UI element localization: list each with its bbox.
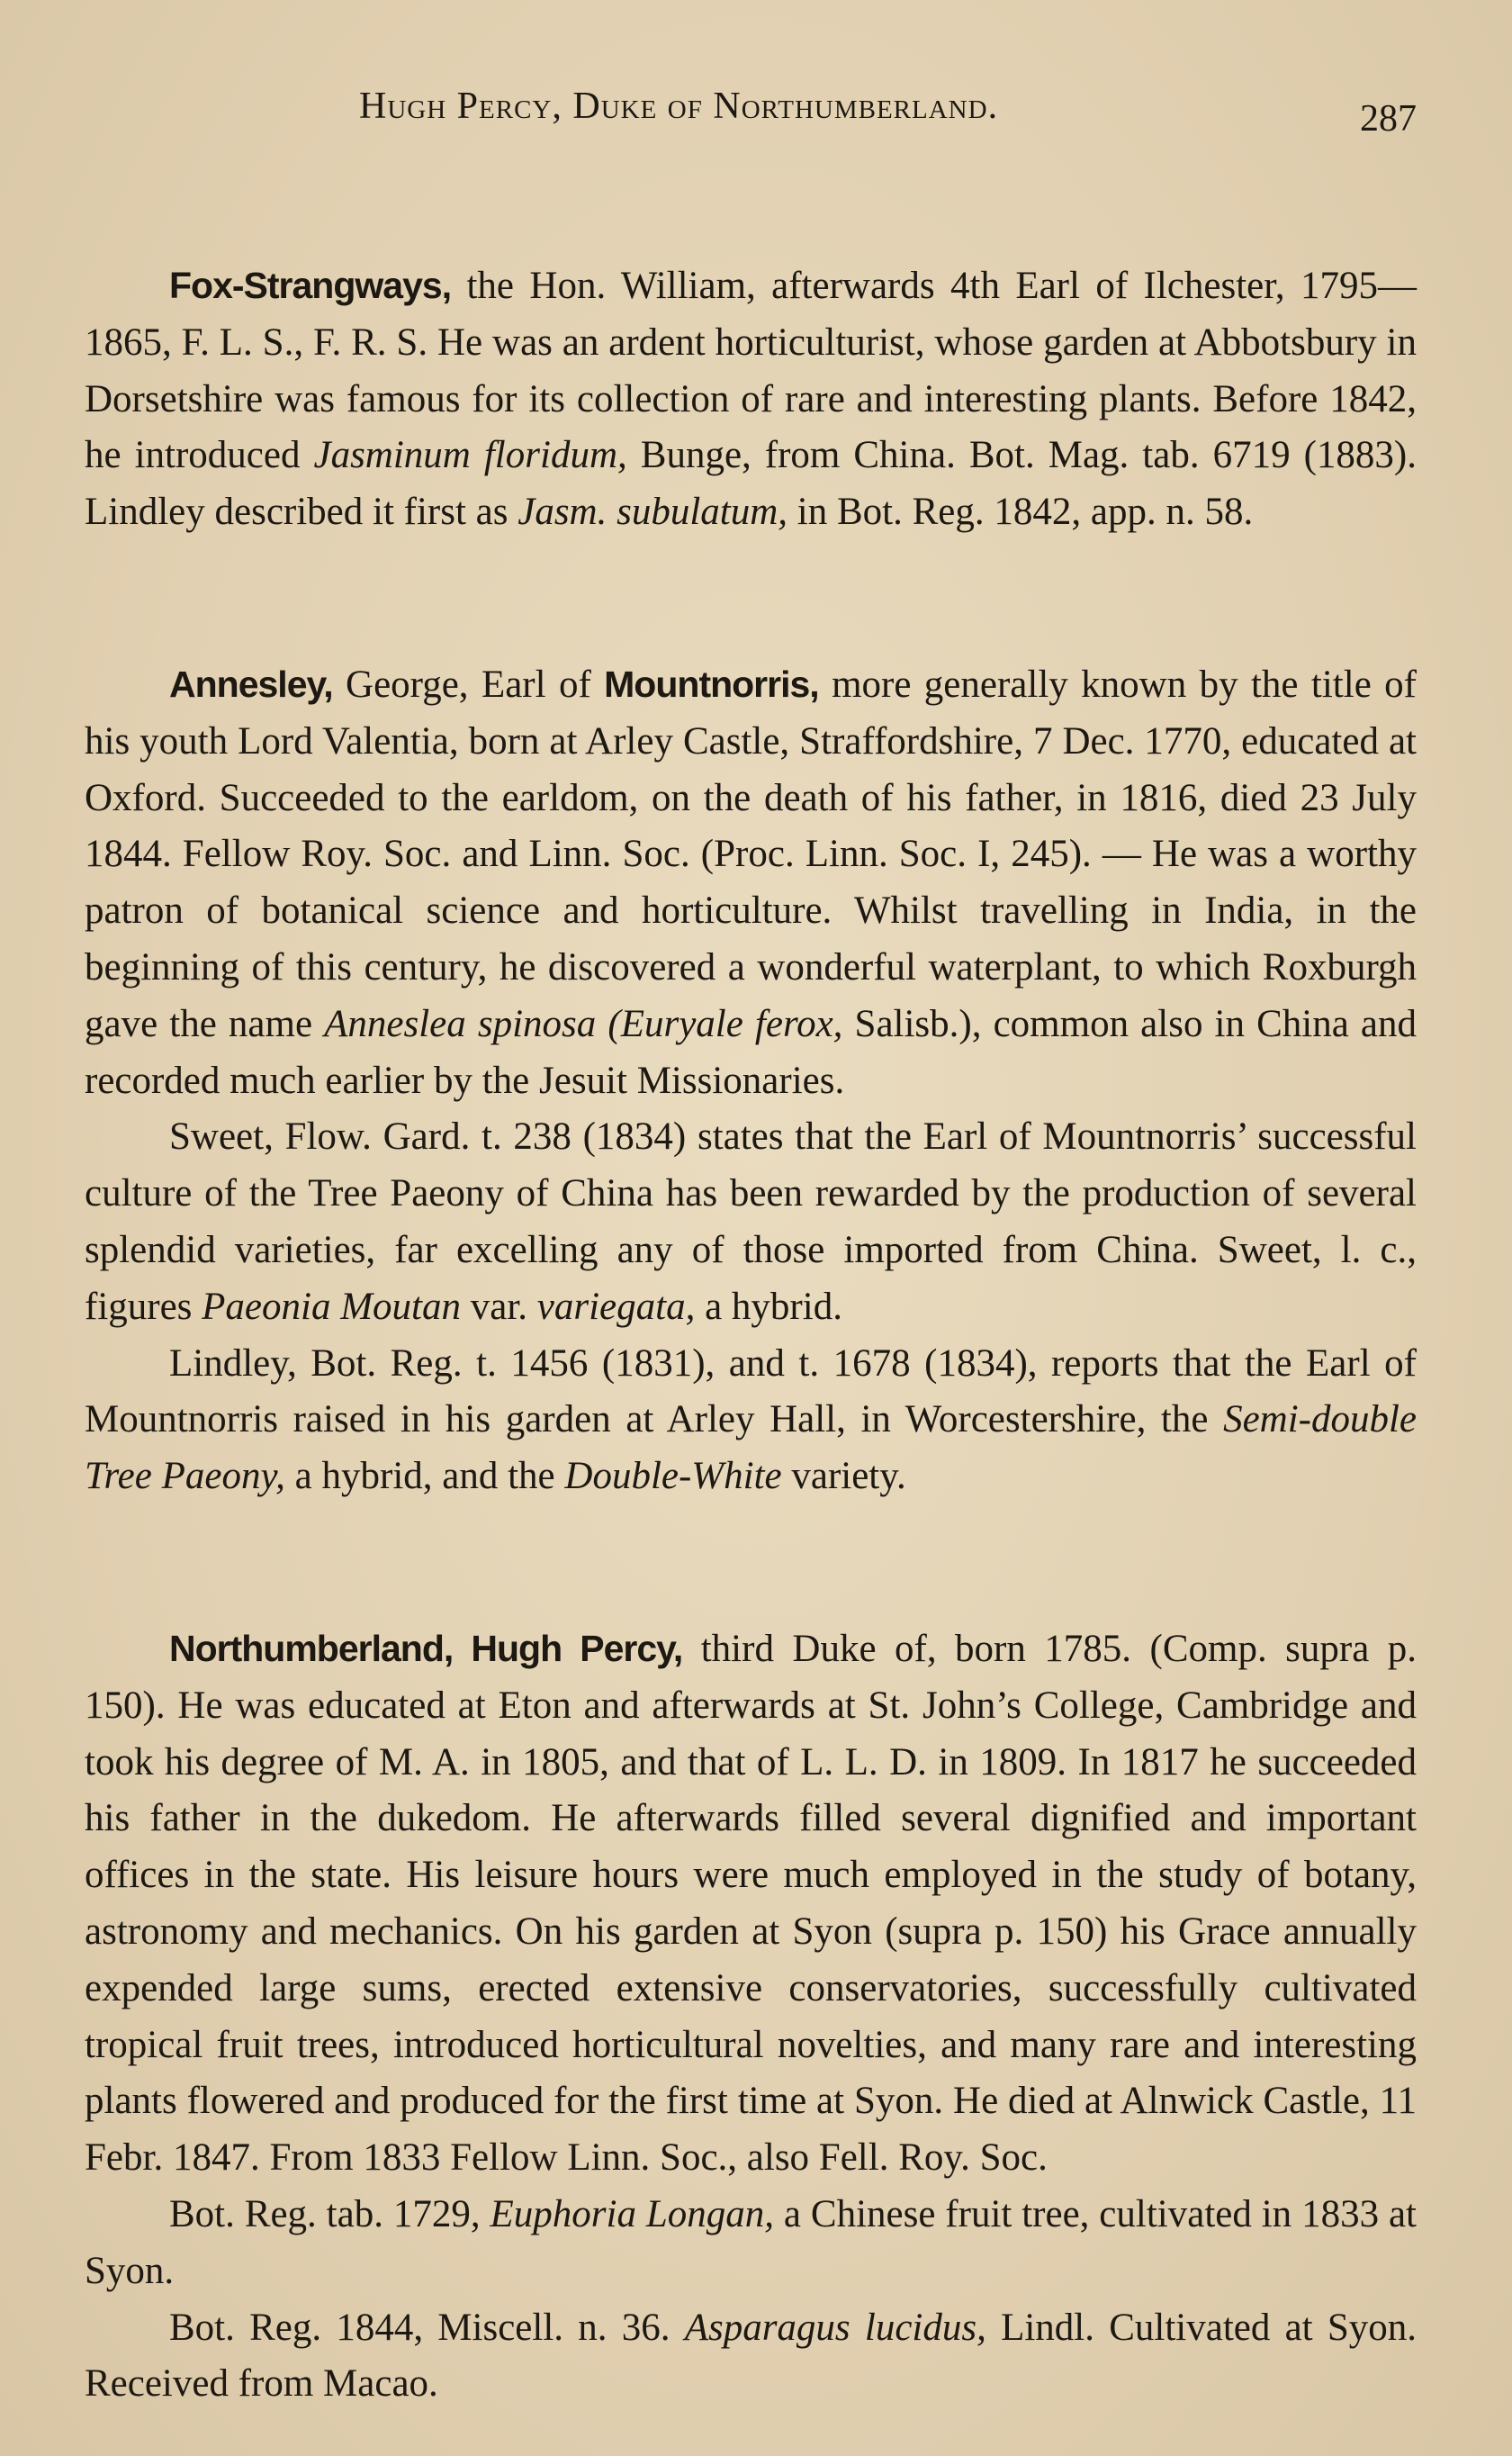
taxon-name: Double-White: [564, 1455, 782, 1498]
entry-northumberland: [85, 1621, 1417, 2413]
entry-paragraph: Bot. Reg. 1844, Miscell. n. 36. Asparagus lucidus, Lindl. Cultivated at Syon. Received from Macao.: [85, 2306, 1417, 2406]
entry-paragraph: Fox-Strangways, the Hon. William, afterwards 4th Earl of Ilchester, 1795—1865, F. L. S., F. R. S. He was an ardent horticulturist, whose garden at Abbotsbury in Dorsetshire was famous for its collection of rare and interesting plants. Before 1842, he introduced Jasminum floridum, Bunge, from China. Bot. Mag. tab. 6719 (1883). Lindley described it first as Jasm. subulatum, in Bot. Reg. 1842, app. n. 58.: [85, 265, 1417, 534]
book-page: [85, 79, 1417, 2413]
taxon-name: Paeonia Moutan: [202, 1285, 461, 1328]
entry-annesley: [85, 656, 1417, 1505]
taxon-name: variegata,: [536, 1285, 696, 1328]
entry-paragraph: Sweet, Flow. Gard. t. 238 (1834) states that the Earl of Mountnorris’ successful culture of the Tree Paeony of China has been rewarded by the production of several splendid varieties, far excelling any of those imported from China. Sweet, l. c., figures Paeonia Moutan var. variegata, a hybrid.: [85, 1115, 1417, 1328]
taxon-name: Asparagus lucidus,: [684, 2306, 986, 2349]
entry-title-name: Mountnorris,: [604, 663, 819, 705]
taxon-name: Anneslea spinosa (Euryale ferox,: [324, 1002, 843, 1045]
taxon-name: Jasminum floridum,: [313, 434, 627, 477]
entry-paragraph: Northumberland, Hugh Percy, third Duke of, born 1785. (Comp. supra p. 150). He was educated at Eton and afterwards at St. John’s College, Cambridge and took his degree of M. A. in 1805, and that of L. L. D. in 1809. In 1817 he succeeded his father in the dukedom. He afterwards filled several dignified and important offices in the state. His leisure hours were much employed in the study of botany, astronomy and mechanics. On his garden at Syon (supra p. 150) his Grace annually expended large sums, erected extensive conservatories, successfully cultivated tropical fruit trees, introduced horticultural novelties, and many rare and interesting plants flowered and produced for the first time at Syon. He died at Alnwick Castle, 11 Febr. 1847. From 1833 Fellow Linn. Soc., also Fell. Roy. Soc.: [85, 1627, 1417, 2180]
entry-name: Annesley,: [169, 663, 333, 705]
page-number: 287: [1360, 98, 1417, 140]
entry-name: Fox-Strangways,: [169, 265, 452, 306]
entry-paragraph: Lindley, Bot. Reg. t. 1456 (1831), and t. 1678 (1834), reports that the Earl of Mountnorris raised in his garden at Arley Hall, in Worcestershire, the Semi-double Tree Paeony, a hybrid, and the Double-White variety.: [85, 1341, 1417, 1498]
taxon-name: Semi-double Tree Paeony,: [85, 1398, 1417, 1498]
running-head: Hugh Percy, Duke of Northumberland.: [359, 86, 999, 127]
taxon-name: Euphoria Longan,: [490, 2192, 775, 2235]
taxon-name: Jasm. subulatum,: [518, 491, 788, 534]
page-header: [85, 79, 1417, 142]
entry-paragraph: Annesley, George, Earl of Mountnorris, more generally known by the title of his youth Lord Valentia, born at Arley Castle, Straffordshire, 7 Dec. 1770, educated at Oxford. Succeeded to the earldom, on the death of his father, in 1816, died 23 July 1844. Fellow Roy. Soc. and Linn. Soc. (Proc. Linn. Soc. I, 245). — He was a worthy patron of botanical science and horticulture. Whilst travelling in India, in the beginning of this century, he discovered a wonderful waterplant, to which Roxburgh gave the name Anneslea spinosa (Euryale ferox, Salisb.), common also in China and recorded much earlier by the Jesuit Missionaries.: [85, 663, 1417, 1102]
entry-paragraph: Bot. Reg. tab. 1729, Euphoria Longan, a Chinese fruit tree, cultivated in 1833 at Syon.: [85, 2192, 1417, 2292]
entry-fox-strangways: [85, 257, 1417, 541]
entry-name: Northumberland, Hugh Percy,: [169, 1627, 683, 1669]
